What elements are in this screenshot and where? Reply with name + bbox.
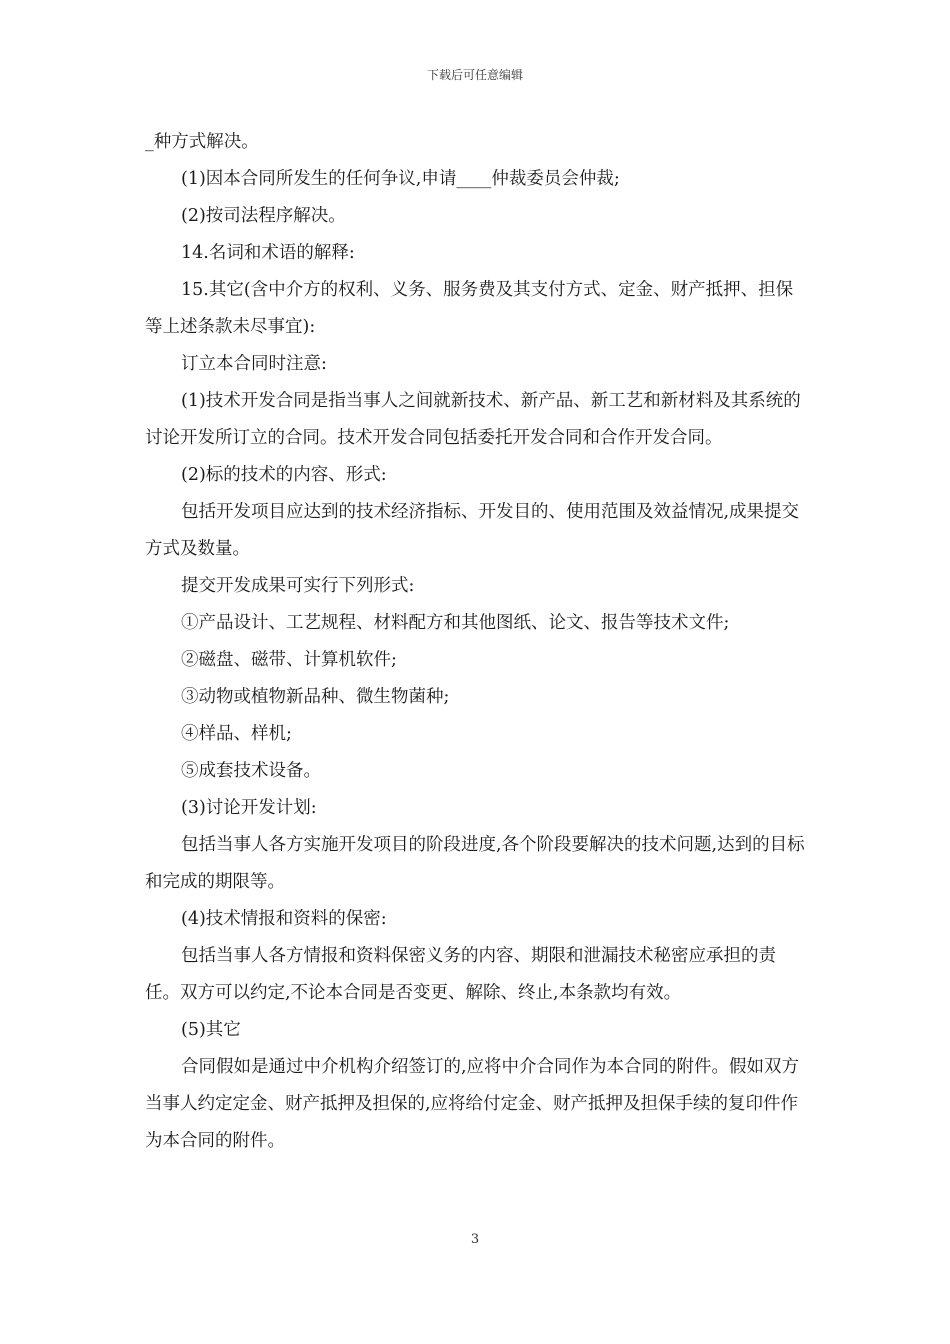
paragraph: 包括开发项目应达到的技术经济指标、开发目的、使用范围及效益情况,成果提交方式及数量。 (145, 502, 800, 559)
paragraph: (3)讨论开发计划: (181, 798, 317, 818)
paragraph: 14.名词和术语的解释: (181, 243, 355, 263)
paragraph: 15.其它(含中介方的权利、义务、服务费及其支付方式、定金、财产抵押、担保等上述条款未尽事宜): (145, 280, 794, 337)
paragraph: (1)因本合同所发生的任何争议,申请____仲裁委员会仲裁; (181, 169, 620, 189)
paragraph: (5)其它 (181, 1020, 241, 1040)
paragraph: 合同假如是通过中介机构介绍签订的,应将中介合同作为本合同的附件。假如双方当事人约定定金、财产抵押及担保的,应将给付定金、财产抵押及担保手续的复印件作为本合同的附件。 (145, 1057, 800, 1151)
page-number: 3 (470, 1232, 480, 1247)
list-item: ⑤成套技术设备。 (181, 761, 321, 781)
paragraph: 包括当事人各方实施开发项目的阶段进度,各个阶段要解决的技术问题,达到的目标和完成的期限等。 (145, 835, 805, 892)
paragraph: (1)技术开发合同是指当事人之间就新技术、新产品、新工艺和新材料及其系统的讨论开发所订立的合同。技术开发合同包括委托开发合同和合作开发合同。 (145, 391, 801, 448)
list-item: ②磁盘、磁带、计算机软件; (181, 650, 397, 670)
paragraph: 订立本合同时注意: (181, 354, 327, 374)
paragraph: (2)标的技术的内容、形式: (181, 465, 387, 485)
list-item: ③动物或植物新品种、微生物菌种; (181, 687, 450, 707)
paragraph: (2)按司法程序解决。 (181, 206, 346, 226)
list-item: ①产品设计、工艺规程、材料配方和其他图纸、论文、报告等技术文件; (181, 613, 730, 633)
paragraph: _种方式解决。 (145, 132, 259, 152)
page-header: 下载后可任意编辑 (426, 68, 523, 82)
paragraph: (4)技术情报和资料的保密: (181, 909, 387, 929)
paragraph: 包括当事人各方情报和资料保密义务的内容、期限和泄漏技术秘密应承担的责任。双方可以约定,不论本合同是否变更、解除、终止,本条款均有效。 (145, 946, 776, 1003)
document-body (145, 124, 807, 1160)
paragraph: 提交开发成果可实行下列形式: (181, 576, 415, 596)
list-item: ④样品、样机; (181, 724, 292, 744)
